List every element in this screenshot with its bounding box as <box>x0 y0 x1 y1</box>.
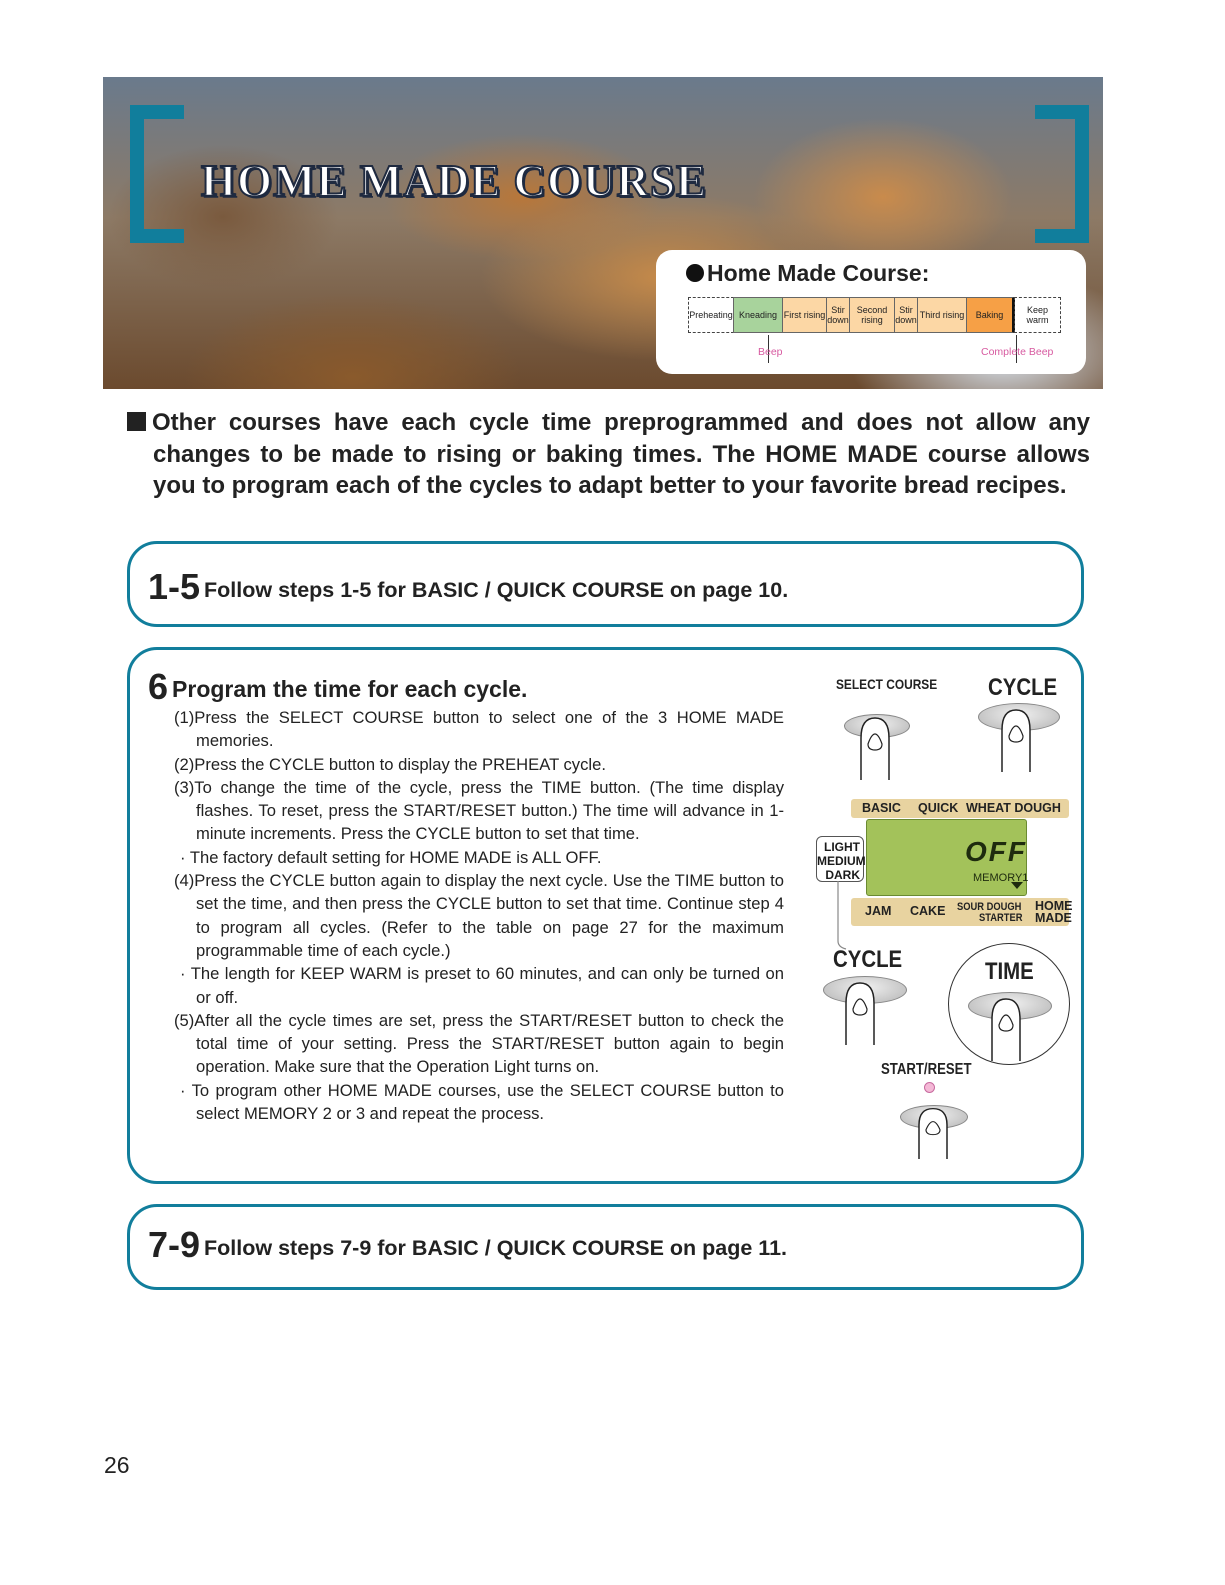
stage-baking: Baking <box>966 297 1015 333</box>
finger-press-icon <box>915 1107 951 1159</box>
finger-press-icon <box>988 997 1024 1061</box>
stage-preheating: Preheating <box>688 297 734 333</box>
page-number: 26 <box>104 1452 130 1478</box>
start-reset-label: START/RESET <box>881 1061 972 1078</box>
select-course-label: SELECT COURSE <box>836 676 938 692</box>
course-labels-bottom: JAM CAKE SOUR DOUGH STARTER HOME MADE <box>851 898 1069 926</box>
time-label: TIME <box>985 958 1034 985</box>
finger-press-icon <box>857 716 893 780</box>
instruction-2: (2)Press the CYCLE button to display the PREHEAT cycle. <box>174 754 606 774</box>
stage-stir-down-2: Stir down <box>894 297 918 333</box>
stage-keep-warm: Keep warm <box>1014 297 1061 333</box>
step-6-box <box>127 647 1084 1184</box>
beep-label: Beep <box>758 346 783 358</box>
right-bracket <box>1035 105 1089 243</box>
step-text: Program the time for each cycle. <box>172 676 528 702</box>
step-1-5-box <box>127 541 1084 627</box>
step-7-9-box <box>127 1204 1084 1290</box>
instruction-5: (5)After all the cycle times are set, press the START/RESET button to check the total time of your setting. Press the START/RESET button again to begin operation. Make sure that the Operation Light turns on. <box>174 1010 784 1077</box>
stage-first-rising: First rising <box>782 297 827 333</box>
cycle-label-top: CYCLE <box>988 674 1058 701</box>
course-timeline-box <box>656 250 1086 374</box>
square-bullet-icon <box>127 412 146 431</box>
stage-stir-down: Stir down <box>826 297 850 333</box>
instruction-note-default: · The factory default setting for HOME MADE is ALL OFF. <box>180 847 602 867</box>
cycle-stages <box>689 297 1061 333</box>
finger-press-icon <box>998 708 1034 772</box>
stage-kneading: Kneading <box>733 297 783 333</box>
step-number: 1-5 <box>148 566 201 607</box>
crust-shade-labels: LIGHT MEDIUM DARK <box>816 836 864 882</box>
lcd-display <box>866 819 1027 896</box>
left-bracket <box>130 105 184 243</box>
step-text: Follow steps 1-5 for BASIC / QUICK COURSE on page 10. <box>204 578 789 602</box>
page-title: HOME MADE COURSE <box>201 156 708 206</box>
step-number: 7-9 <box>148 1224 201 1265</box>
operation-light-icon <box>924 1082 935 1093</box>
instruction-4: (4)Press the CYCLE button again to display the next cycle. Use the TIME button to set the time, and then press the CYCLE button to set that time. Continue step 4 to program all cycles. (Refer to the table on page 27 for the maximum programmable time of each cycle.) <box>174 871 784 960</box>
memory-arrow-icon <box>1011 882 1023 889</box>
step-1-5-heading <box>148 566 788 608</box>
instruction-1: (1)Press the SELECT COURSE button to select one of the 3 HOME MADE memories. <box>174 708 784 751</box>
step-number: 6 <box>148 666 169 707</box>
display-memory: MEMORY1 <box>973 872 1029 884</box>
step-text: Follow steps 7-9 for BASIC / QUICK COURSE on page 11. <box>204 1236 788 1260</box>
cycle-label-bottom: CYCLE <box>833 946 903 973</box>
intro-paragraph: Other courses have each cycle time preprogrammed and does not allow any changes to be made to rising or baking times. The HOME MADE course allows you to program each of the cycles to adapt better to your favorite bread recipes. <box>127 407 1090 502</box>
complete-beep-label: Complete Beep <box>981 346 1054 358</box>
finger-press-icon <box>842 981 878 1045</box>
control-panel-diagram <box>130 650 1087 1130</box>
instruction-3: (3)To change the time of the cycle, press the TIME button. (The time display flashes. To reset, press the START/RESET button.) The time will advance in 1-minute increments. Press the CYCLE button to set that time. <box>174 777 784 844</box>
banner-image <box>103 77 1103 389</box>
course-timeline-title: Home Made Course: <box>686 260 929 287</box>
step-7-9-heading <box>148 1224 787 1266</box>
bullet-dot-icon <box>686 264 704 282</box>
course-labels-top: BASIC QUICK WHEAT DOUGH <box>851 799 1069 818</box>
instruction-note-memory: · To program other HOME MADE courses, use the SELECT COURSE button to select MEMORY 2 or 3 and repeat the process. <box>180 1080 784 1124</box>
display-value: OFF <box>965 836 1027 867</box>
stage-second-rising: Second rising <box>849 297 895 333</box>
stage-third-rising: Third rising <box>917 297 967 333</box>
instruction-note-keep-warm: · The length for KEEP WARM is preset to 60 minutes, and can only be turned on or off. <box>180 964 784 1007</box>
